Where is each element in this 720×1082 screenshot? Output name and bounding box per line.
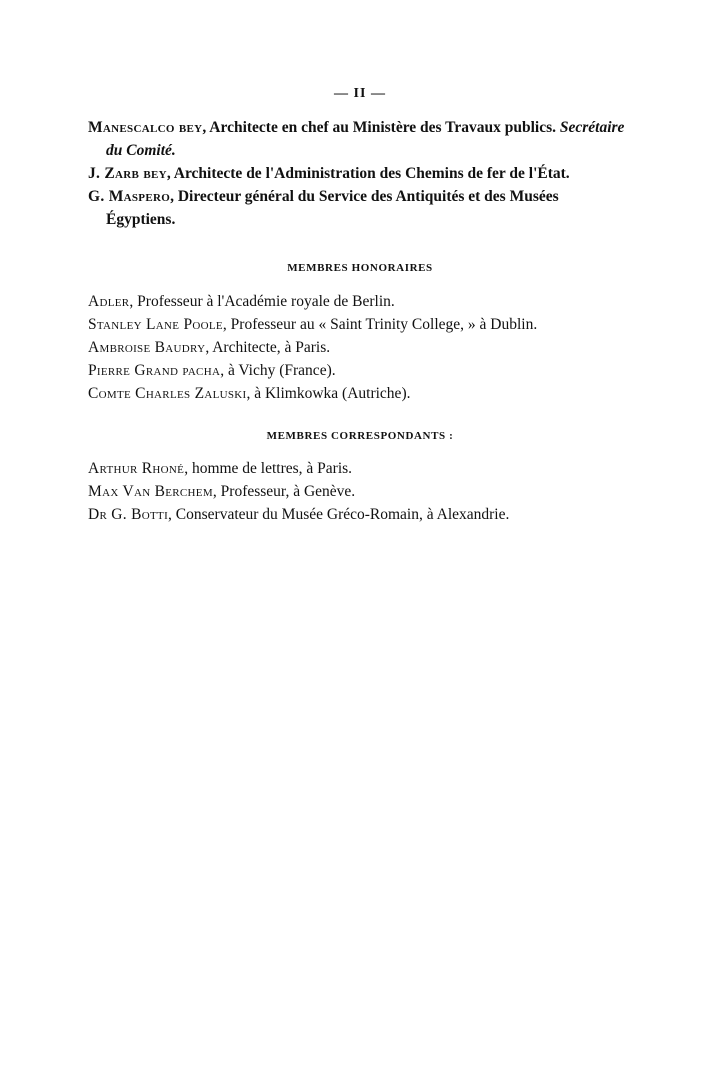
member-description: , Conservateur du Musée Gréco-Romain, à Alexandrie. (168, 506, 510, 523)
member-role: Secrétaire du Comité. (106, 119, 625, 159)
member-description: , à Klimkowka (Autriche). (246, 385, 411, 402)
member-name: Comte Charles Zaluski (88, 385, 247, 402)
member-name: Max Van Berchem (88, 483, 213, 500)
honorary-entry (88, 382, 628, 405)
member-description: , Professeur au « Saint Trinity College, » à Dublin. (222, 316, 538, 333)
committee-entry (88, 116, 628, 162)
corresponding-entry (88, 480, 628, 503)
honorary-entry (88, 359, 628, 382)
honorary-members-list (88, 290, 628, 405)
member-description: , Professeur à l'Académie royale de Berlin. (129, 293, 395, 310)
member-description: , Architecte de l'Administration des Chemins de fer de l'État. (166, 165, 570, 182)
committee-list (88, 116, 628, 231)
member-name: Dr G. Botti (88, 506, 169, 523)
member-description: , à Vichy (France). (220, 362, 336, 379)
corresponding-entry (88, 457, 628, 480)
committee-entry (88, 162, 628, 185)
member-name: Ambroise Baudry (88, 339, 206, 356)
honorary-entry (88, 313, 628, 336)
corresponding-entry (88, 503, 628, 526)
member-name: Adler (88, 293, 130, 310)
honorary-members-heading: MEMBRES HONORAIRES (287, 262, 433, 274)
member-name: J. Zarb bey (88, 165, 167, 182)
member-name: Stanley Lane Poole (88, 316, 223, 333)
member-name: Pierre Grand pacha (88, 362, 221, 379)
member-description: , homme de lettres, à Paris. (184, 460, 353, 477)
member-name: Manescalco bey (88, 119, 203, 136)
member-name: G. Maspero (88, 188, 171, 205)
member-description: , Directeur général du Service des Antiquités et des Musées Égyptiens. (106, 188, 559, 228)
committee-entry (88, 185, 628, 231)
member-description: , Architecte, à Paris. (205, 339, 331, 356)
member-description: , Professeur, à Genève. (212, 483, 356, 500)
corresponding-members-list (88, 457, 628, 526)
honorary-entry (88, 336, 628, 359)
member-description: , Architecte en chef au Ministère des Travaux publics. (202, 119, 560, 136)
honorary-entry (88, 290, 628, 313)
page-number: — II — (334, 86, 386, 101)
member-name: Arthur Rhoné (88, 460, 185, 477)
corresponding-members-heading: MEMBRES CORRESPONDANTS : (266, 430, 454, 442)
